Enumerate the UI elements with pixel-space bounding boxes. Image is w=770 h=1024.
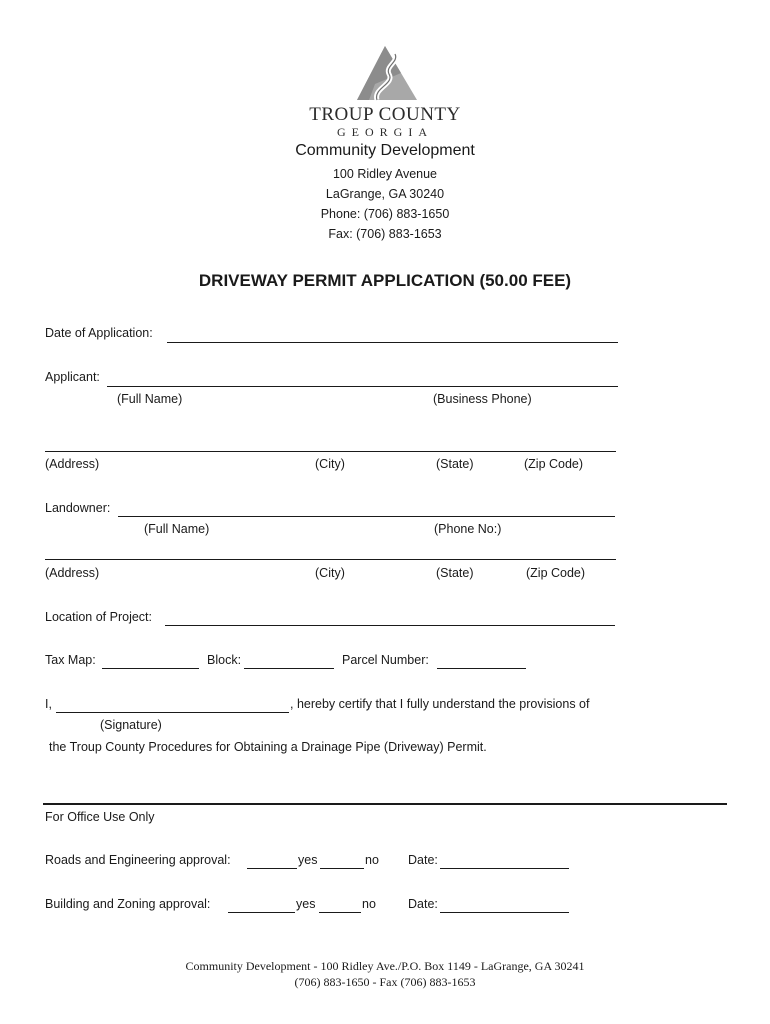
cert-text: , hereby certify that I fully understand the provisions of	[290, 697, 590, 711]
landowner-city-caption: (City)	[315, 566, 345, 580]
applicant-address-field[interactable]	[45, 451, 616, 452]
department-name: Community Development	[295, 142, 475, 159]
block-label: Block:	[207, 653, 242, 667]
address-line-1: 100 Ridley Avenue	[332, 167, 438, 181]
landowner-address-caption: (Address)	[45, 566, 100, 580]
landowner-zip-caption: (Zip Code)	[526, 566, 586, 580]
building-no-label: no	[362, 897, 376, 911]
applicant-city-caption: (City)	[315, 457, 345, 471]
troup-county-logo-icon	[355, 44, 419, 104]
roads-date-label: Date:	[408, 853, 438, 867]
landowner-label: Landowner:	[45, 501, 111, 515]
signature-field[interactable]	[56, 712, 289, 713]
location-field[interactable]	[165, 625, 615, 626]
location-label: Location of Project:	[45, 610, 153, 624]
building-date-field[interactable]	[440, 912, 569, 913]
signature-caption: (Signature)	[100, 718, 162, 732]
applicant-field[interactable]	[107, 386, 618, 387]
tax-map-label: Tax Map:	[45, 653, 96, 667]
roads-no-label: no	[365, 853, 379, 867]
office-heading: For Office Use Only	[45, 810, 155, 824]
cert-prefix: I,	[45, 697, 52, 711]
roads-yes-field[interactable]	[247, 868, 297, 869]
office-divider	[43, 803, 727, 805]
roads-no-field[interactable]	[320, 868, 364, 869]
county-name: TROUP COUNTY	[309, 104, 461, 125]
landowner-state-caption: (State)	[436, 566, 474, 580]
roads-yes-label: yes	[298, 853, 318, 867]
building-yes-label: yes	[296, 897, 316, 911]
tax-map-field[interactable]	[102, 668, 199, 669]
footer-line-1: Community Development - 100 Ridley Ave./P.O. Box 1149 - LaGrange, GA 30241	[185, 959, 585, 973]
landowner-full-name-caption: (Full Name)	[144, 522, 210, 536]
fax-line: Fax: (706) 883-1653	[328, 227, 442, 241]
footer-line-2: (706) 883-1650 - Fax (706) 883-1653	[294, 975, 476, 989]
address-line-2: LaGrange, GA 30240	[325, 187, 445, 201]
applicant-address-caption: (Address)	[45, 457, 100, 471]
applicant-full-name-caption: (Full Name)	[117, 392, 183, 406]
date-field[interactable]	[167, 342, 618, 343]
landowner-address-field[interactable]	[45, 559, 616, 560]
applicant-zip-caption: (Zip Code)	[524, 457, 584, 471]
parcel-label: Parcel Number:	[342, 653, 429, 667]
roads-date-field[interactable]	[440, 868, 569, 869]
state-name: GEORGIA	[337, 125, 433, 139]
parcel-field[interactable]	[437, 668, 526, 669]
building-yes-field[interactable]	[228, 912, 295, 913]
block-field[interactable]	[244, 668, 334, 669]
applicant-business-phone-caption: (Business Phone)	[433, 392, 532, 406]
date-label: Date of Application:	[45, 326, 153, 340]
page-title: DRIVEWAY PERMIT APPLICATION (50.00 FEE)	[198, 271, 572, 290]
applicant-state-caption: (State)	[436, 457, 474, 471]
building-approval-label: Building and Zoning approval:	[45, 897, 211, 911]
landowner-field[interactable]	[118, 516, 615, 517]
roads-approval-label: Roads and Engineering approval:	[45, 853, 231, 867]
phone-line: Phone: (706) 883-1650	[320, 207, 450, 221]
landowner-phone-caption: (Phone No:)	[434, 522, 502, 536]
applicant-label: Applicant:	[45, 370, 100, 384]
cert-text-2: the Troup County Procedures for Obtaining a Drainage Pipe (Driveway) Permit.	[49, 740, 487, 754]
building-no-field[interactable]	[319, 912, 361, 913]
building-date-label: Date:	[408, 897, 438, 911]
